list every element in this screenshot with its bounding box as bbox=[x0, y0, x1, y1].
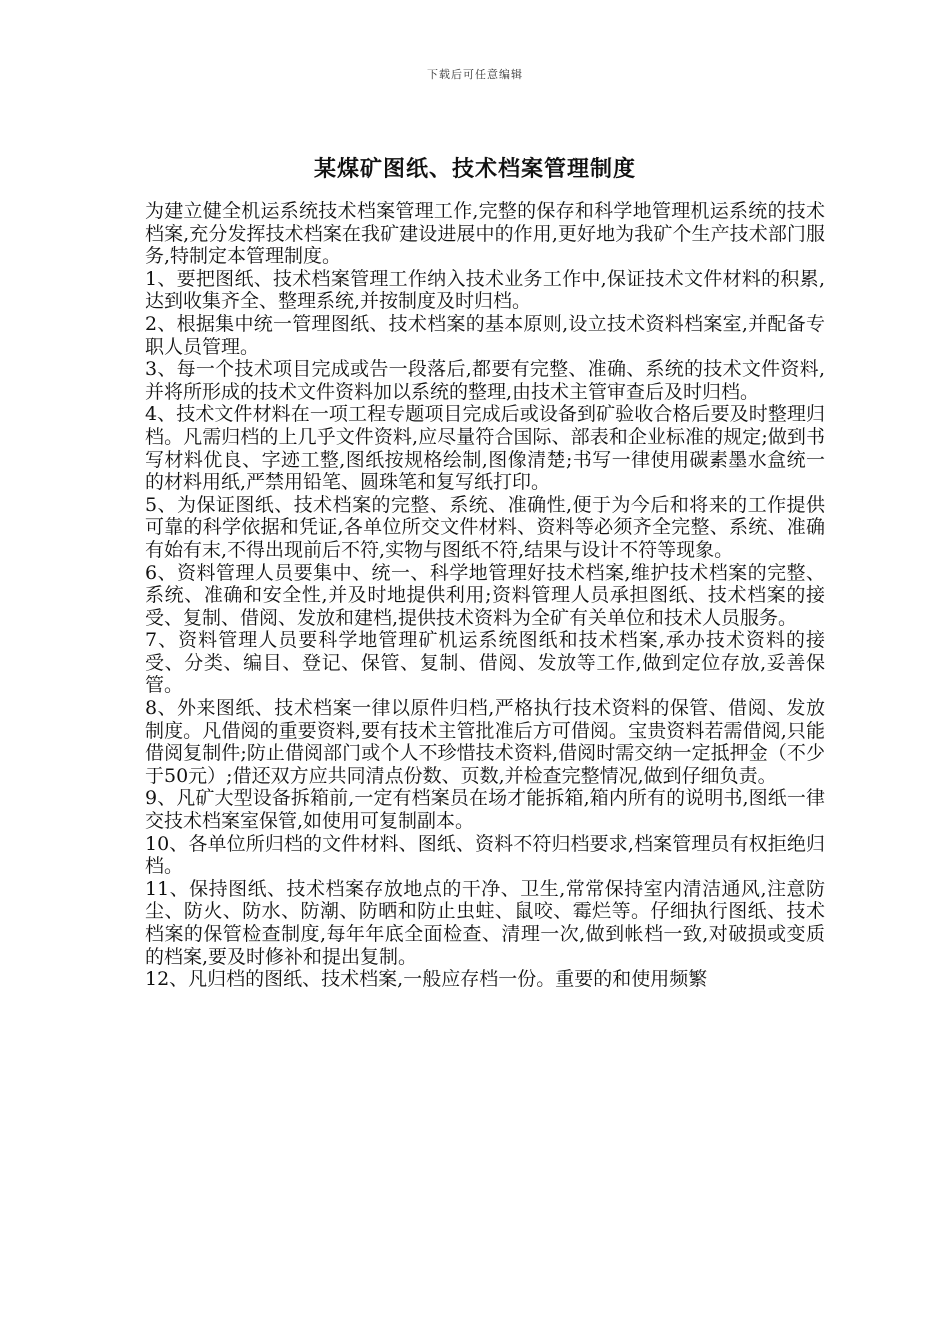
header-note: 下载后可任意编辑 bbox=[427, 68, 523, 81]
clause-3: 3、每一个技术项目完成或告一段落后,都要有完整、准确、系统的技术文件资料,并将所形成的技术文件资料加以系统的整理,由技术主管审查后及时归档。 bbox=[145, 358, 825, 403]
document-body bbox=[145, 200, 825, 991]
clause-4: 4、技术文件材料在一项工程专题项目完成后或设备到矿验收合格后要及时整理归档。凡需归档的上几乎文件资料,应尽量符合国际、部表和企业标准的规定;做到书写材料优良、字迹工整,图纸按规格绘制,图像清楚;书写一律使用碳素墨水盒统一的材料用纸,严禁用铅笔、圆珠笔和复写纸打印。 bbox=[145, 403, 825, 494]
clause-7: 7、资料管理人员要科学地管理矿机运系统图纸和技术档案,承办技术资料的接受、分类、编目、登记、保管、复制、借阅、发放等工作,做到定位存放,妥善保管。 bbox=[145, 629, 825, 697]
clause-8: 8、外来图纸、技术档案一律以原件归档,严格执行技术资料的保管、借阅、发放制度。凡借阅的重要资料,要有技术主管批准后方可借阅。宝贵资料若需借阅,只能借阅复制件;防止借阅部门或个人不珍惜技术资料,借阅时需交纳一定抵押金（不少于50元）;借还双方应共同清点份数、页数,并检查完整情况,做到仔细负责。 bbox=[145, 697, 825, 787]
clause-9: 9、凡矿大型设备拆箱前,一定有档案员在场才能拆箱,箱内所有的说明书,图纸一律交技术档案室保管,如使用可复制副本。 bbox=[145, 787, 825, 833]
clause-11: 11、保持图纸、技术档案存放地点的干净、卫生,常常保持室内清洁通风,注意防尘、防火、防水、防潮、防晒和防止虫蛀、鼠咬、霉烂等。仔细执行图纸、技术档案的保管检查制度,每年年底全面检查、清理一次,做到帐档一致,对破损或变质的档案,要及时修补和提出复制。 bbox=[145, 877, 825, 968]
clause-12: 12、凡归档的图纸、技术档案,一般应存档一份。重要的和使用频繁 bbox=[145, 968, 708, 991]
document-title: 某煤矿图纸、技术档案管理制度 bbox=[313, 156, 636, 182]
clause-2: 2、根据集中统一管理图纸、技术档案的基本原则,设立技术资料档案室,并配备专职人员管理。 bbox=[145, 312, 825, 358]
clause-6: 6、资料管理人员要集中、统一、科学地管理好技术档案,维护技术档案的完整、系统、准确和安全性,并及时地提供利用;资料管理人员承担图纸、技术档案的接受、复制、借阅、发放和建档,提供技术资料为全矿有关单位和技术人员服务。 bbox=[145, 561, 825, 629]
clause-5: 5、为保证图纸、技术档案的完整、系统、准确性,便于为今后和将来的工作提供可靠的科学依据和凭证,各单位所交文件材料、资料等必须齐全完整、系统、准确有始有末,不得出现前后不符,实物与图纸不符,结果与设计不符等现象。 bbox=[145, 493, 825, 561]
clause-10: 10、各单位所归档的文件材料、图纸、资料不符归档要求,档案管理员有权拒绝归档。 bbox=[145, 832, 825, 878]
clause-1: 1、要把图纸、技术档案管理工作纳入技术业务工作中,保证技术文件材料的积累,达到收集齐全、整理系统,并按制度及时归档。 bbox=[145, 267, 825, 313]
intro-paragraph: 为建立健全机运系统技术档案管理工作,完整的保存和科学地管理机运系统的技术档案,充分发挥技术档案在我矿建设进展中的作用,更好地为我矿个生产技术部门服务,特制定本管理制度。 bbox=[145, 200, 825, 268]
